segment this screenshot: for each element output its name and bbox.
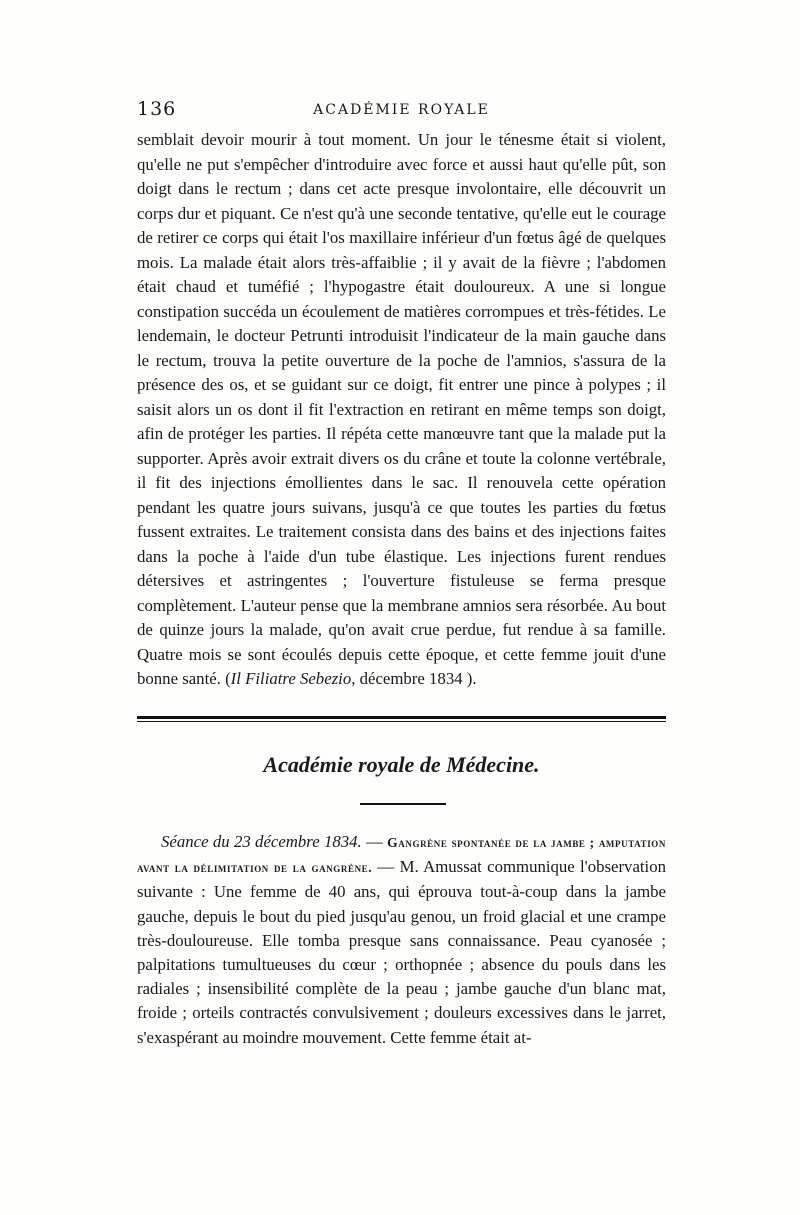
citation-title: Il Filiatre Sebezio: [230, 669, 352, 688]
seance-headline: Gangrène spontanée de la jambe ; amputation avant la délimitation de la gangrène.: [137, 835, 666, 876]
dash: —: [361, 832, 388, 851]
dash: —: [372, 857, 400, 877]
section-divider: [137, 716, 666, 722]
seance-body: M. Amussat communique l'observation suivante : Une femme de 40 ans, qui éprouva tout-à-coup dans la jambe gauche, depuis le bout du pied jusqu'au genou, un froid glacial et une crampe très-douloureuse. Elle tomba presque sans connaissance. Peau cyanosée ; palpitations tumultueuses du cœur ; orthopnée ; absence du pouls dans les radiales ; insensibilité complète de la peau ; jambe gauche d'un blanc mat, froide ; orteils contractés convulsivement ; douleurs excessives dans le jarret, s'exaspérant au moindre mouvement. Cette femme était at-: [137, 857, 667, 1047]
page-header: [137, 98, 666, 124]
body-text: [137, 128, 666, 692]
seance-text: [137, 830, 666, 1050]
paragraph-text-end: , décembre 1834 ).: [351, 669, 477, 688]
page-number: 136: [137, 98, 177, 120]
section-title: Académie royale de Médecine.: [263, 752, 540, 777]
seance-date: Séance du 23 décembre 1834.: [161, 832, 362, 851]
running-head: ACADÉMIE ROYALE: [313, 102, 490, 118]
paragraph: [137, 128, 666, 692]
paragraph-text: semblait devoir mourir à tout moment. Un jour le ténesme était si violent, qu'elle ne put s'empêcher d'introduire avec force et aussi haut qu'elle pût, son doigt dans le rectum ; dans cet acte presque involontaire, elle découvrit un corps dur et piquant. Ce n'est qu'à une seconde tentative, qu'elle eut le courage de retirer ce corps qui était l'os maxillaire inférieur d'un fœtus âgé de quelques mois. La malade était alors très-affaiblie ; il y avait de la fièvre ; l'abdomen était chaud et tuméfié ; l'hypogastre était douloureux. A une si longue constipation succéda un écoulement de matières corrompues et très-fétides. Le lendemain, le docteur Petrunti introduisit l'indicateur de la main gauche dans le rectum, trouva la petite ouverture de la poche de l'amnios, s'assura de la présence des os, et se guidant sur ce doigt, fit entrer une pince à polypes ; il saisit alors un os dont il fit l'extraction en retirant en même temps son doigt, afin de protéger les parties. Il répéta cette manœuvre tant que la malade put la supporter. Après avoir extrait divers os du crâne et toute la colonne vertébrale, il fit des injections émollientes dans le sac. Il renouvela cette opération pendant les quatre jours suivans, jusqu'à ce que toutes les parties du fœtus fussent extraites. Le traitement consista dans des bains et des injections faites dans la poche à l'aide d'un tube élastique. Les injections furent rendues détersives et astringentes ; l'ouverture fistuleuse se ferma presque complètement. L'auteur pense que la membrane amnios sera résorbée. Au bout de quinze jours la malade, qu'on avait crue perdue, fut rendue à sa famille. Quatre mois se sont écoulés depuis cette époque, et cette femme jouit d'une bonne santé. (: [137, 130, 666, 688]
short-rule: [360, 803, 446, 805]
